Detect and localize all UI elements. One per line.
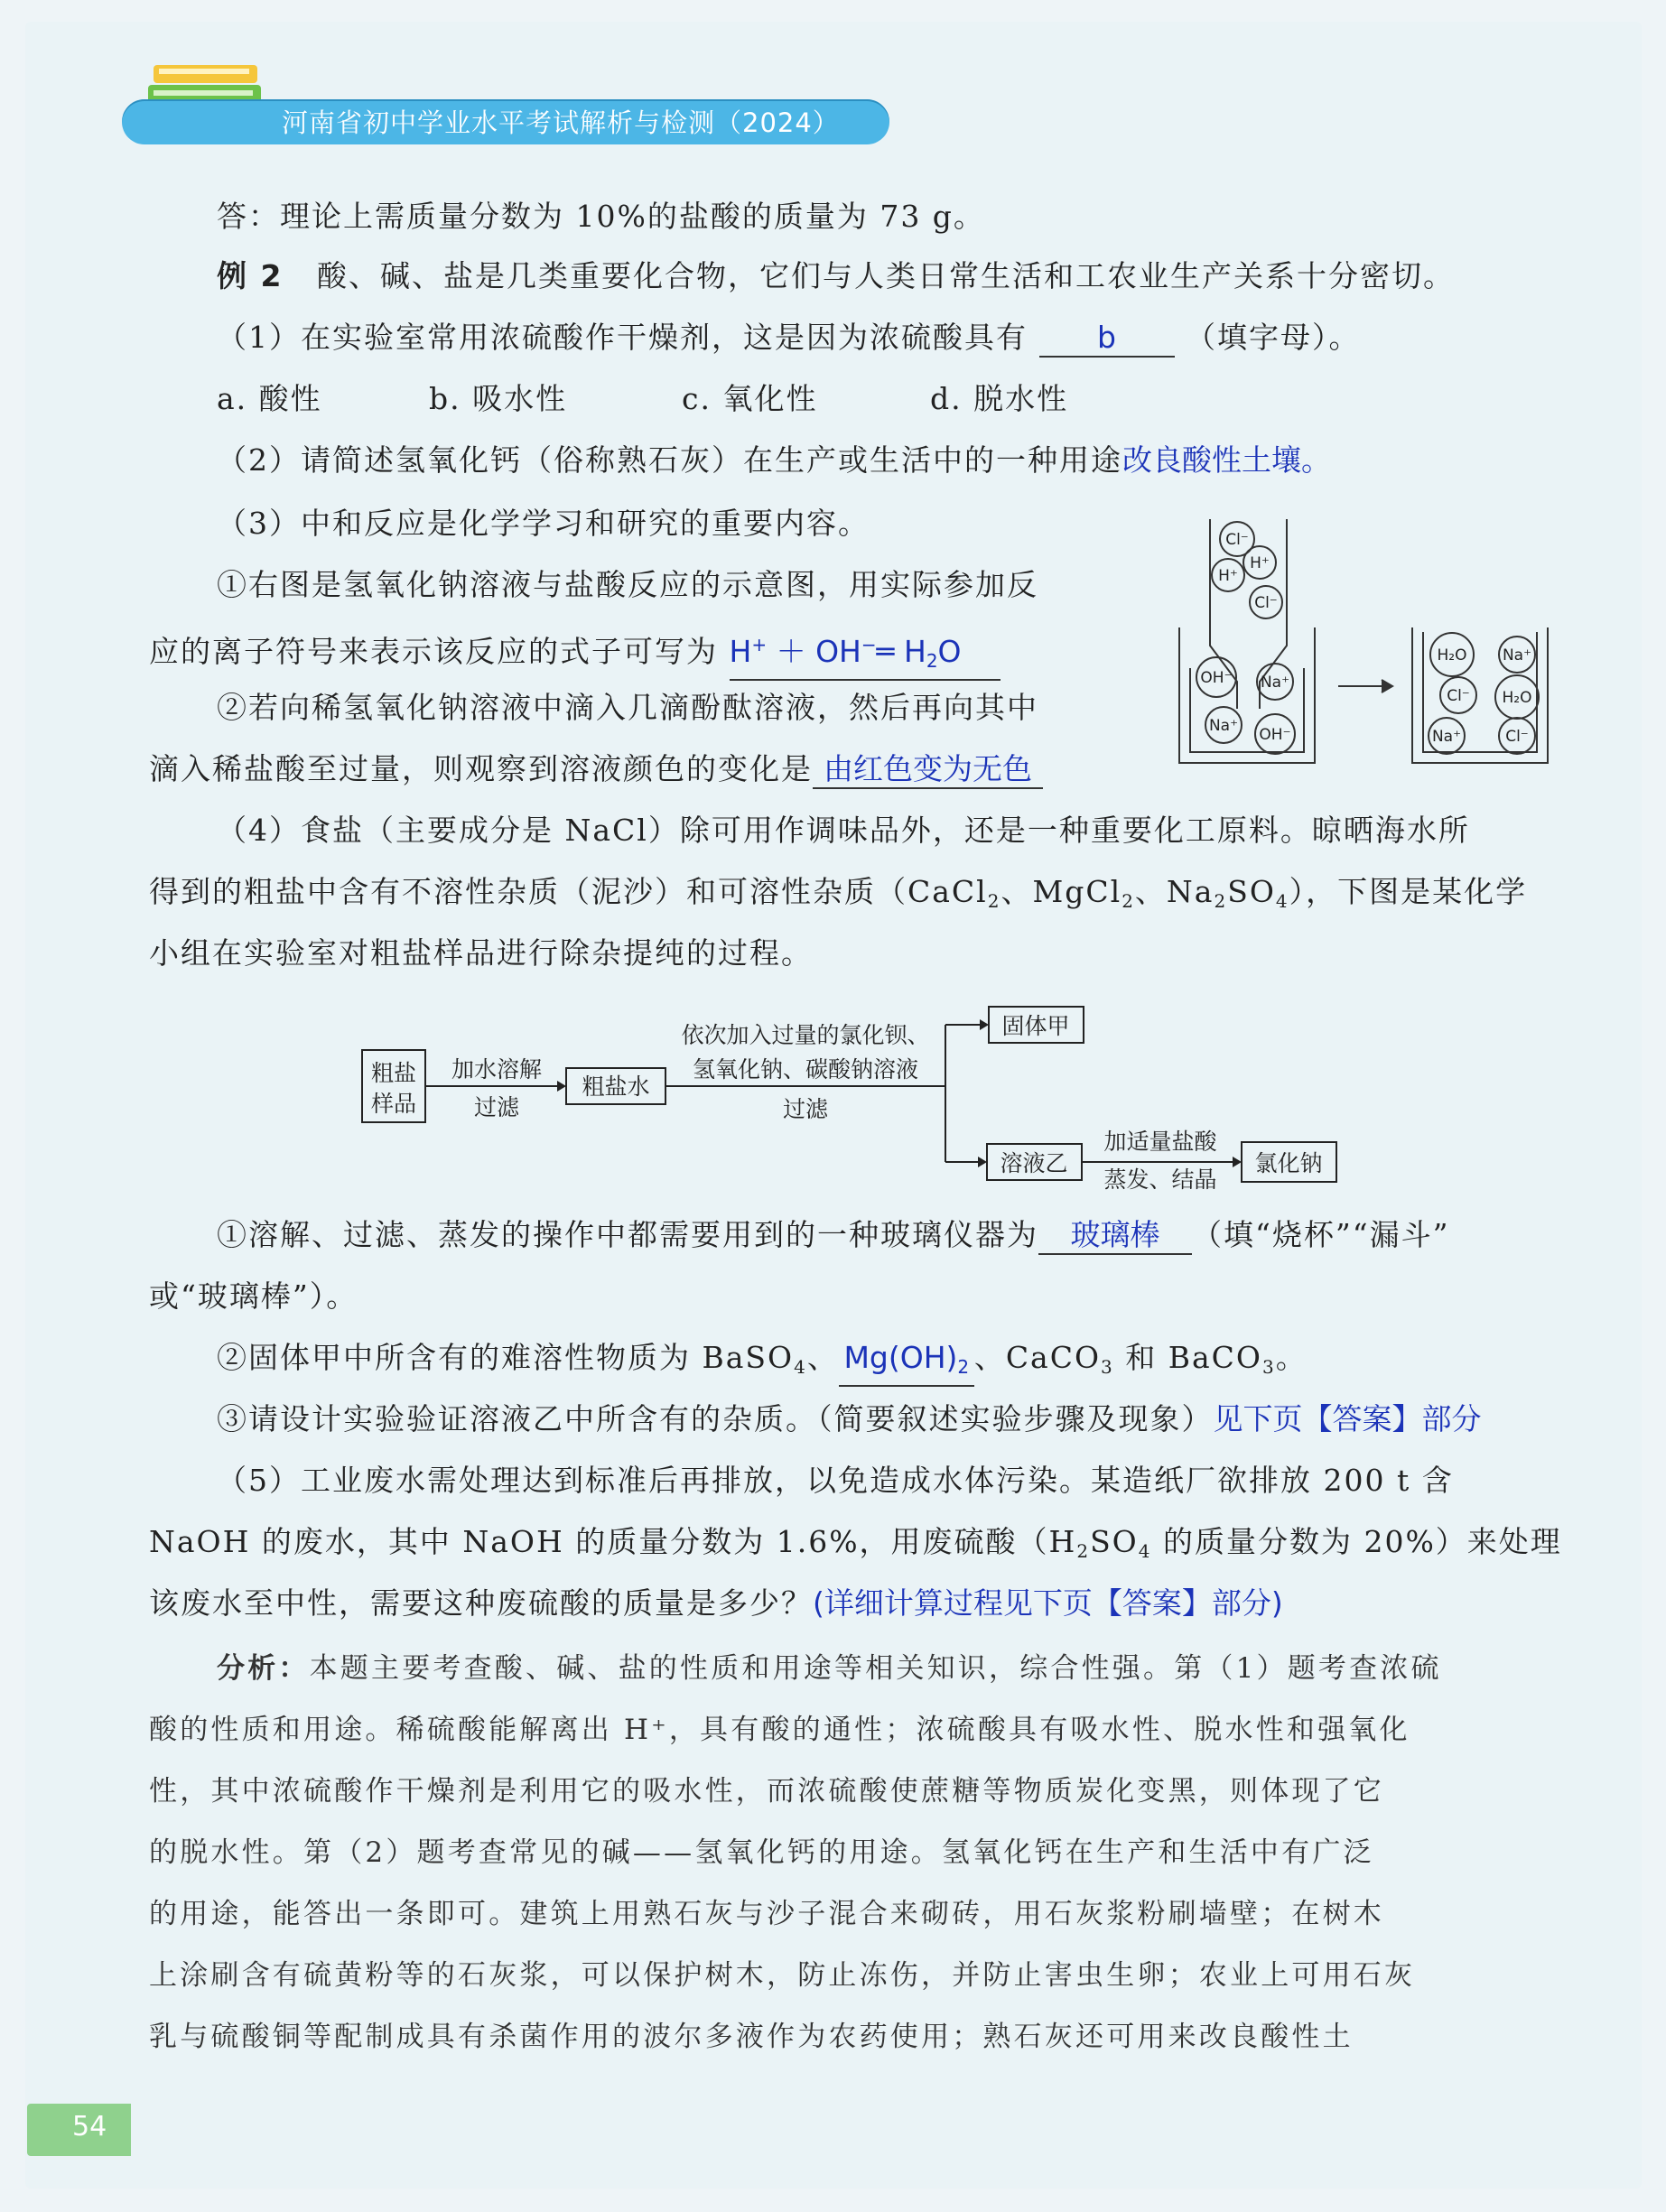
ion-na-1: Na⁺ bbox=[1260, 674, 1290, 692]
flow-solid: 固体甲 bbox=[1001, 1013, 1070, 1039]
q3-1-answer-equation: H+ ＋ OH−═ $H_2O$ bbox=[730, 627, 1001, 681]
q1-option-d: d. 脱水性 bbox=[930, 381, 1069, 416]
q1-option-c: c. 氧化性 bbox=[682, 381, 818, 416]
analysis-line-7: 乳与硫酸铜等配制成具有杀菌作用的波尔多液作为农药使用；熟石灰还可用来改良酸性土 bbox=[149, 2021, 1354, 2053]
q1-text: （1）在实验室常用浓硫酸作干燥剂，这是因为浓硫酸具有 bbox=[217, 320, 1028, 355]
example-intro-line bbox=[217, 256, 1455, 296]
ion-h-1: H⁺ bbox=[1218, 567, 1238, 585]
q3-1-text: 应的离子符号来表示该反应的式子可写为 bbox=[149, 634, 718, 669]
q4-line-a: （4）食盐（主要成分是 NaCl）除可用作调味品外，还是一种重要化工原料。晾晒海水所 bbox=[217, 813, 1470, 848]
q3-2-text: 滴入稀盐酸至过量，则观察到溶液颜色的变化是 bbox=[149, 751, 813, 786]
q2-answer: 改良酸性土壤。 bbox=[1122, 442, 1331, 478]
q4-1-answer: 玻璃棒 bbox=[1038, 1217, 1192, 1255]
q1-options bbox=[217, 379, 1068, 419]
flow-solution: 溶液乙 bbox=[1000, 1150, 1068, 1176]
flow-step2-bottom: 过滤 bbox=[782, 1096, 829, 1122]
q2-text: （2）请简述氢氧化钙（俗称熟石灰）在生产或生活中的一种用途 bbox=[217, 442, 1122, 478]
ion-cl-2: Cl⁻ bbox=[1254, 594, 1278, 612]
ion-na-3: Na⁺ bbox=[1502, 646, 1532, 665]
q1-answer: b bbox=[1039, 320, 1175, 358]
q4-2-answer: $Mg(OH)_2$ bbox=[839, 1340, 974, 1387]
question-2 bbox=[217, 441, 1331, 480]
ion-h-2: H⁺ bbox=[1250, 554, 1270, 572]
q4-3-answer: 见下页【答案】部分 bbox=[1213, 1401, 1482, 1436]
flow-step2-top2: 氢氧化钠、碳酸钠溶液 bbox=[692, 1056, 919, 1083]
q4-3-line: ③请设计实验验证溶液乙中所含有的杂质。（简要叙述实验步骤及现象）见下页【答案】部分 bbox=[217, 1401, 1482, 1436]
molecule-h2o-1: H₂O bbox=[1437, 646, 1467, 665]
question-1 bbox=[217, 318, 1361, 358]
example-label: 例 2 bbox=[217, 258, 284, 293]
analysis-line-5: 的用途，能答出一条即可。建筑上用熟石灰与沙子混合来砌砖，用石灰浆粉刷墙壁；在树木 bbox=[149, 1898, 1384, 1930]
question-3: （3）中和反应是化学学习和研究的重要内容。 bbox=[217, 506, 870, 541]
flow-crude-2: 样品 bbox=[370, 1091, 417, 1117]
example-intro: 酸、碱、盐是几类重要化合物，它们与人类日常生活和工农业生产关系十分密切。 bbox=[316, 258, 1455, 293]
page-number: 54 bbox=[72, 2111, 107, 2142]
q3-2-line-a: ②若向稀氢氧化钠溶液中滴入几滴酚酞溶液，然后再向其中 bbox=[217, 690, 1038, 725]
flow-step3-top: 加适量盐酸 bbox=[1103, 1129, 1217, 1155]
flow-step1-top: 加水溶解 bbox=[451, 1056, 543, 1083]
q1-suffix: （填字母）。 bbox=[1186, 320, 1361, 355]
q4-line-c: 小组在实验室对粗盐样品进行除杂提纯的过程。 bbox=[149, 935, 813, 971]
flow-step3-bottom: 蒸发、结晶 bbox=[1103, 1166, 1217, 1193]
ion-oh-1: OH⁻ bbox=[1200, 669, 1233, 687]
q4-2-line: ②固体甲中所含有的难溶性物质为 BaSO$_4$、 $Mg(OH)_2$ 、CaCO$_3$ 和 BaCO$_3$。 bbox=[217, 1338, 1308, 1387]
q5-line-b: NaOH 的废水，其中 NaOH 的质量分数为 1.6%，用废硫酸（$H_2SO_4$ 的质量分数为 20%）来处理 bbox=[149, 1524, 1562, 1562]
q5-answer: (详细计算过程见下页【答案】部分) bbox=[813, 1585, 1283, 1621]
q1-option-a: a. 酸性 bbox=[217, 381, 322, 416]
analysis-line-1: 分析：本题主要考查酸、碱、盐的性质和用途等相关知识，综合性强。第（1）题考查浓硫 bbox=[217, 1652, 1442, 1685]
header-title: 河南省初中学业水平考试解析与检测（2024） bbox=[282, 107, 840, 138]
purification-flowchart bbox=[357, 998, 1341, 1196]
q4-line-b: 得到的粗盐中含有不溶性杂质（泥沙）和可溶性杂质（CaCl$_2$、MgCl$_2$、$Na_2SO_4$），下图是某化学 bbox=[149, 874, 1528, 912]
flow-step2-top1: 依次加入过量的氯化钡、 bbox=[681, 1022, 930, 1048]
ion-cl-3: Cl⁻ bbox=[1447, 687, 1470, 705]
ion-cl-4: Cl⁻ bbox=[1505, 728, 1529, 746]
analysis-line-2: 酸的性质和用途。稀硫酸能解离出 H⁺，具有酸的通性；浓硫酸具有吸水性、脱水性和强氧化 bbox=[149, 1714, 1410, 1746]
analysis-label: 分析： bbox=[217, 1652, 310, 1685]
answer-line: 答：理论上需质量分数为 10%的盐酸的质量为 73 g。 bbox=[217, 199, 985, 234]
flow-saltwater: 粗盐水 bbox=[582, 1073, 650, 1100]
q3-1-line-b bbox=[149, 627, 1001, 681]
q5-line-a: （5）工业废水需处理达到标准后再排放，以免造成水体污染。某造纸厂欲排放 200 t 含 bbox=[217, 1463, 1454, 1498]
analysis-line-6: 上涂刷含有硫黄粉等的石灰浆，可以保护树木，防止冻伤，并防止害虫生卵；农业上可用石灰 bbox=[149, 1959, 1416, 1992]
q3-2-line-b bbox=[149, 749, 1043, 789]
q5-line-c: 该废水至中性，需要这种废硫酸的质量是多少？(详细计算过程见下页【答案】部分) bbox=[149, 1585, 1283, 1621]
ion-cl-1: Cl⁻ bbox=[1225, 531, 1249, 549]
analysis-line-4: 的脱水性。第（2）题考查常见的碱——氢氧化钙的用途。氢氧化钙在生产和生活中有广泛 bbox=[149, 1836, 1374, 1869]
q4-1-line-a: ①溶解、过滤、蒸发的操作中都需要用到的一种玻璃仪器为 玻璃棒 （填“烧杯”“漏斗” bbox=[217, 1215, 1449, 1255]
q4-1-line-b: 或“玻璃棒”）。 bbox=[149, 1278, 358, 1314]
molecule-h2o-2: H₂O bbox=[1502, 689, 1532, 707]
q3-1-line-a: ①右图是氢氧化钠溶液与盐酸反应的示意图，用实际参加反 bbox=[217, 567, 1038, 602]
q1-option-b: b. 吸水性 bbox=[429, 381, 568, 416]
flow-step1-bottom: 过滤 bbox=[473, 1094, 520, 1120]
ion-na-2: Na⁺ bbox=[1208, 717, 1239, 735]
flow-crude-1: 粗盐 bbox=[370, 1060, 417, 1086]
analysis-line-3: 性，其中浓硫酸作干燥剂是利用它的吸水性，而浓硫酸使蔗糖等物质炭化变黑，则体现了它 bbox=[149, 1775, 1384, 1808]
flow-product: 氯化钠 bbox=[1254, 1150, 1323, 1176]
ion-oh-2: OH⁻ bbox=[1259, 726, 1291, 744]
q3-2-answer: 由红色变为无色 bbox=[813, 751, 1043, 789]
ion-na-4: Na⁺ bbox=[1431, 728, 1462, 746]
ion-reaction-diagram bbox=[1174, 510, 1571, 781]
